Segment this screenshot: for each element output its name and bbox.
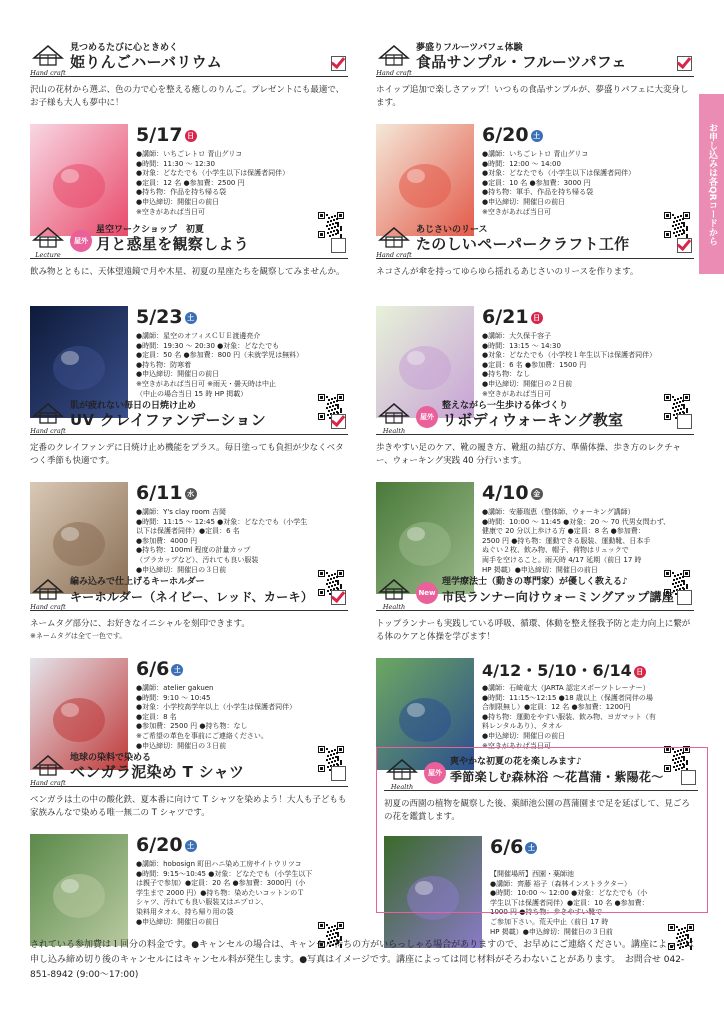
detail-line: ●時間：10:00 ～ 11:45 ●対象：20 ～ 70 代男女問わず、 (482, 517, 671, 526)
svg-text:Hand craft: Hand craft (376, 69, 412, 77)
weekday-badge: 金 (531, 488, 543, 500)
svg-text:Hand craft: Hand craft (376, 251, 412, 259)
card-header (30, 40, 348, 82)
detail-line: 合制限無し）●定員：12 名 ●参加費：1200円 (482, 703, 631, 712)
description-text: ホイップ追加で楽しさアップ！いつもの食品サンプルが、夢盛りパフェに大変身します。 (376, 85, 689, 108)
event-details (482, 684, 656, 751)
detail-line: ※空きがあれば当日可 (136, 207, 205, 216)
event-date (136, 482, 197, 504)
svg-text:Health: Health (382, 427, 406, 435)
detail-line: ●定員：50 名 ●参加費：800 円（未就学児は無料） (136, 351, 304, 360)
card-header (30, 398, 348, 440)
card-title: 姫りんごハーバリウム (70, 53, 223, 71)
card-title: 市民ランナー向けウォーミングアップ講座 (442, 590, 675, 604)
description-text: ネームタグ部分に、お好きなイニシャルを刻印できます。 (30, 619, 250, 629)
event-details (136, 508, 306, 575)
title-underline (30, 76, 348, 77)
card-header (30, 574, 348, 616)
card-catchphrase: 編み込みで仕上げるキーホルダー (70, 577, 205, 587)
detail-line: ●時間：13:15 ～ 14:30 (482, 341, 561, 350)
event-card (30, 40, 348, 252)
description-text: 定番のクレイファンデに日焼け止め機能をプラス。毎日塗っても負担が少なくベタつく季節も快適です。 (30, 443, 344, 466)
card-catchphrase: 理学療法士（動きの専門家）が優しく教える♪ (442, 577, 628, 587)
handcraft-logo-icon (30, 398, 66, 438)
badge: New (416, 582, 438, 604)
card-catchphrase: 星空ワークショップ 初夏 (96, 225, 204, 235)
event-photo (30, 834, 128, 946)
weekday-badge: 日 (531, 312, 543, 324)
detail-line: ●対象：どなたでも（小学生以下は保護者同伴） (482, 169, 636, 178)
card-title: 月と惑星を観察しよう (96, 235, 250, 253)
health-logo-icon (376, 574, 412, 614)
detail-line: ●参加費：4000 円 (136, 536, 198, 545)
signup-checkbox[interactable] (331, 238, 346, 253)
detail-line: ●申込締切：開催日の前日 (482, 731, 566, 740)
event-details (482, 332, 657, 399)
title-underline (376, 434, 694, 435)
card-header (376, 40, 694, 82)
signup-checkbox[interactable] (677, 590, 692, 605)
card-title: 季節楽しむ森林浴 ～花菖蒲・紫陽花～ (450, 770, 664, 784)
description-note: ※ネームタグは全て一色です。 (30, 632, 127, 640)
detail-line: ●申込締切：開催日の２日前 (482, 379, 573, 388)
card-header (376, 398, 694, 440)
detail-line: HP 掲載）●申込締切：開催日の前日 (482, 565, 598, 574)
detail-line: ●講師：安藤瑞恵（整体師、ウォーキング講師） (482, 508, 635, 516)
card-description (376, 84, 694, 124)
event-card (30, 750, 348, 962)
event-date (482, 306, 543, 328)
detail-line: ●申込締切：開催日の前日 (136, 370, 220, 379)
card-header (376, 222, 694, 264)
title-underline (30, 786, 348, 787)
event-card (376, 40, 694, 252)
detail-line: ●定員：6 名 ●参加費：1500 円 (482, 360, 587, 369)
event-details (482, 150, 652, 217)
card-header (376, 574, 694, 616)
date-text: 6/6 (136, 658, 170, 680)
detail-line: （中止の場合当日 15 時 HP 掲載） (136, 389, 248, 398)
detail-line: ●定員：12 名 ●参加費：2500 円 (136, 178, 245, 187)
detail-line: ●時間：10:00 ～ 12:00 ●対象：どなたでも（小 (490, 889, 648, 898)
card-catchphrase: 爽やかな初夏の花を楽しみます♪ (450, 757, 582, 767)
detail-line: ※空きがあれば当日可 (482, 741, 551, 750)
card-catchphrase: 整えながら一生歩ける体づくり (442, 401, 569, 411)
detail-line: ●参加費：2500 円 ●持ち物：なし (136, 722, 248, 731)
description-text: 沢山の花材から選ぶ、色の力で心を整える癒しのりんご。プレゼントにも最適で、お子様も大人も夢中に！ (30, 85, 345, 108)
handcraft-logo-icon (376, 40, 412, 80)
event-date (136, 306, 197, 328)
detail-line: ●講師：齊藤 裕子（森林インストラクター） (490, 879, 631, 888)
detail-line: 2500 円 ●持ち物：運動できる服装、運動靴、日本手 (482, 536, 651, 545)
card-title: ベンガラ泥染め T シャツ (70, 763, 245, 781)
signup-checkbox[interactable] (331, 56, 346, 71)
detail-line: 学生以下は保護者同伴）●定員：10 名 ●参加費： (490, 898, 649, 907)
detail-line: ●定員：8 名 (136, 712, 177, 721)
detail-line: ●持ち物：100ml 程度の計量カップ (136, 546, 251, 555)
signup-checkbox[interactable] (331, 414, 346, 429)
event-details (482, 508, 671, 575)
detail-line: 以下は保護者同伴）●定員：6 名 (136, 527, 240, 536)
event-date (482, 482, 543, 504)
detail-line: ●定員：10 名 ●参加費：3000 円 (482, 178, 591, 187)
detail-line: ●持ち物：軍手、作品を持ち帰る袋 (482, 188, 594, 197)
svg-text:Hand craft: Hand craft (30, 69, 66, 77)
card-header (30, 750, 348, 792)
svg-text:Health: Health (382, 603, 406, 611)
card-title: キーホルダー（ネイビー、レッド、カーキ） (70, 590, 314, 604)
detail-line: ●講師：星空のオフィスＣＵＥ渡邊亮介 (136, 332, 261, 340)
detail-line: ●持ち物：運動をやすい服装、飲み物、ヨガマット（有 (482, 712, 656, 721)
event-date (136, 658, 183, 680)
card-description (376, 442, 694, 482)
event-details (136, 332, 306, 399)
highlight-frame (376, 747, 708, 913)
detail-line: ●時間：9:15～10:45 ●対象：どなたでも（小学生以下 (136, 869, 313, 878)
detail-line: ●申込締切：開催日の前日 (482, 197, 566, 206)
card-catchphrase: 見つめるたびに心ときめく (70, 43, 179, 53)
detail-line: ●講師：いちごレトロ 青山グリコ (136, 150, 243, 158)
badge: 屋外 (416, 406, 438, 428)
detail-line: ●講師：Y's clay room 吉岡 (136, 508, 226, 516)
detail-line: ●講師：石崎竜大（JARTA 認定スポーツトレーナー） (482, 684, 650, 692)
detail-line: ●申込締切：開催日の３日前 (136, 741, 227, 750)
card-description (30, 794, 348, 834)
svg-text:Hand craft: Hand craft (30, 427, 66, 435)
description-text: トップランナーも実践している呼吸、循環、体動を整え怪我予防と走力向上に繋がる体のケアと体操を学びます！ (376, 619, 691, 642)
detail-line: 健康で 20 分以上歩ける方 ●定員：8 名 ●参加費： (482, 527, 645, 536)
detail-line: ※空きがあれば当日可 ※雨天・曇天時は中止 (136, 379, 276, 388)
card-title: 食品サンプル・フルーツパフェ (416, 53, 627, 71)
detail-line: 料レンタルあり）、タオル (482, 722, 563, 731)
card-description (376, 618, 694, 658)
detail-line: ●時間：11:15 ～ 12:45 ●対象：どなたでも（小学生 (136, 517, 308, 526)
card-description (30, 266, 348, 306)
detail-line: ●講師：いちごレトロ 青山グリコ (482, 150, 589, 158)
detail-line: ●講師：hobosign 町田ハニ染め工房サイトウリツコ (136, 860, 302, 868)
date-text: 4/10 (482, 482, 529, 504)
date-text: 5/17 (136, 124, 183, 146)
weekday-badge: 土 (185, 840, 197, 852)
svg-text:Health: Health (390, 783, 414, 791)
card-title: UV クレイファンデーション (70, 411, 267, 429)
detail-line: ●持ち物：なし (482, 370, 531, 379)
date-text: 6/21 (482, 306, 529, 328)
title-underline (30, 258, 348, 259)
event-photo (30, 124, 128, 236)
health-logo-icon (376, 398, 412, 438)
event-date (482, 124, 543, 146)
signup-checkbox[interactable] (677, 56, 692, 71)
handcraft-logo-icon (30, 40, 66, 80)
weekday-badge: 水 (185, 488, 197, 500)
detail-line: ●講師：大久保千容子 (482, 332, 552, 340)
handcraft-logo-icon (30, 750, 66, 790)
event-details (136, 684, 306, 751)
date-text: 5/23 (136, 306, 183, 328)
date-text: 6/20 (136, 834, 183, 856)
detail-line: ●対象：どなたでも（小学校１年生以下は保護者同伴） (482, 351, 657, 360)
detail-line: 染料用タオル、持ち帰り用の袋 (136, 907, 234, 916)
title-underline (376, 76, 694, 77)
weekday-badge: 土 (525, 842, 537, 854)
date-text: 4/12・5/10・6/14 (482, 661, 632, 680)
description-text: 初夏の西園の植物を観察した後、薬師池公園の菖蒲園まで足を延ばして、見ごろの花を鑑賞します。 (384, 799, 690, 822)
detail-line: ●申込締切：開催日の前日 (136, 917, 220, 926)
event-details (136, 150, 306, 217)
card-catchphrase: あじさいのリース (416, 225, 488, 235)
detail-line: ●持ち物：防寒着 (136, 360, 192, 369)
detail-line: （プラカップなど）、汚れても良い服装 (136, 555, 259, 564)
card-catchphrase: 夢盛りフルーツパフェ体験 (416, 43, 523, 53)
lecture-logo-icon (30, 222, 66, 262)
venue-line: 【開催場所】西園・薬師池 (490, 870, 574, 878)
card-title: たのしいペーパークラフト工作 (416, 235, 630, 253)
handcraft-logo-icon (376, 222, 412, 262)
weekday-badge: 土 (531, 130, 543, 142)
detail-line: ぬぐい２枚、飲み物、帽子、荷物はリュックで (482, 546, 629, 555)
detail-line: ●申込締切：開催日の前日 (136, 197, 220, 206)
date-text: 6/11 (136, 482, 183, 504)
detail-line: ●対象：どなたでも（小学生以下は保護者同伴） (136, 169, 290, 178)
weekday-badge: 土 (171, 664, 183, 676)
detail-line: HP 掲載）●申込締切：開催日の３日前 (490, 927, 613, 936)
badge: 屋外 (424, 762, 446, 784)
detail-line: ※空きがあれば当日可 (482, 207, 551, 216)
card-title: リボディウォーキング教室 (442, 411, 624, 429)
detail-line: ●持ち物：作品を持ち帰る袋 (136, 188, 227, 197)
signup-checkbox[interactable] (331, 766, 346, 781)
detail-line: シャツ、汚れても良い服装又はエプロン、 (136, 898, 268, 907)
svg-text:Hand craft: Hand craft (30, 603, 66, 611)
detail-line: 両手を空けること。雨天時 4/17 延期（前日 17 時 (482, 555, 642, 564)
event-details (136, 860, 313, 927)
title-underline (376, 258, 694, 259)
detail-line: ●時間：11:15～12:15 ●18 歳以上（保護者同伴の場 (482, 693, 653, 702)
title-underline (30, 434, 348, 435)
card-catchphrase: 肌が疲れない毎日の日焼け止め (70, 401, 197, 411)
card-description (30, 618, 348, 658)
card-catchphrase: 地球の染料で染める (70, 753, 152, 763)
signup-checkbox[interactable] (331, 590, 346, 605)
event-date (136, 124, 197, 146)
detail-line: ●申込締切：開催日の３日前 (136, 565, 227, 574)
event-date (482, 658, 646, 681)
detail-line: ●対象：小学校高学年以上（小学生は保護者同伴） (136, 703, 297, 712)
signup-checkbox[interactable] (677, 238, 692, 253)
detail-line: ご参加下さい。荒天中止（前日 17 時 (490, 917, 609, 926)
detail-line: ●時間：9:10 ～ 10:45 (136, 693, 211, 702)
detail-line: は親子で参加）●定員：20 名 ●参加費：3000円（小 (136, 879, 306, 888)
description-text: 飲み物とともに、天体望遠鏡で月や木星、初夏の星座たちを観察してみませんか。 (30, 267, 345, 277)
detail-line: 学生まで 2000 円）●持ち物：染めたいコットンのＴ (136, 888, 305, 897)
side-tab: お申し込みは各QRコードから (699, 94, 724, 274)
detail-line: ●講師：atelier gakuen (136, 684, 214, 692)
date-text: 6/6 (490, 836, 524, 858)
weekday-badge: 土 (185, 312, 197, 324)
title-underline (30, 610, 348, 611)
footer-notes: されている参加費は１回分の料金です。●キャンセルの場合は、キャンセル待ちの方がいらっしゃる場合がありますので、お早めにご連絡ください。講座によっては申し込み締め切り後のキャンセルにはキャンセル料が発生します。●写真はイメージです。講座によっては同じ材料がそろわないことがあります。 お問合せ 042-851-8942 (9:00～17:00) (30, 940, 694, 980)
detail-line: ●時間：11:30 ～ 12:30 (136, 159, 215, 168)
description-text: ネコさんが傘を持ってゆらゆら揺れるあじさいのリースを作ります。 (376, 267, 639, 277)
svg-text:Hand craft: Hand craft (30, 779, 66, 787)
weekday-badge: 日 (634, 666, 646, 678)
event-photo (376, 124, 474, 236)
card-description (30, 84, 348, 124)
card-description (376, 266, 694, 306)
event-date (136, 834, 197, 856)
detail-line: ※空きがあれば当日可 (482, 389, 551, 398)
badge: 屋外 (70, 230, 92, 252)
detail-line: ●時間：19:30 ～ 20:30 ●対象：どなたでも (136, 341, 280, 350)
card-description (30, 442, 348, 482)
date-text: 6/20 (482, 124, 529, 146)
detail-line: ●時間：12:00 ～ 14:00 (482, 159, 561, 168)
description-text: ベンガラは土の中の酸化鉄、夏本番に向けて T シャツを染めよう！大人も子どもも家族みんなで染める唯一無二の T シャツです。 (30, 795, 347, 818)
handcraft-logo-icon (30, 574, 66, 614)
title-underline (376, 610, 694, 611)
svg-text:Lecture: Lecture (35, 251, 61, 259)
signup-checkbox[interactable] (677, 414, 692, 429)
description-text: 歩きやすい足のケア、靴の履き方、靴紐の結び方、準備体操、歩き方のレクチャー、ウォーキング実践 40 分行います。 (376, 443, 681, 466)
weekday-badge: 日 (185, 130, 197, 142)
detail-line: 1000 円 ●持ち物：歩きやすい靴で (490, 908, 603, 917)
detail-line: ※ご希望の革色を事前にご連絡ください。 (136, 731, 268, 740)
card-header (30, 222, 348, 264)
